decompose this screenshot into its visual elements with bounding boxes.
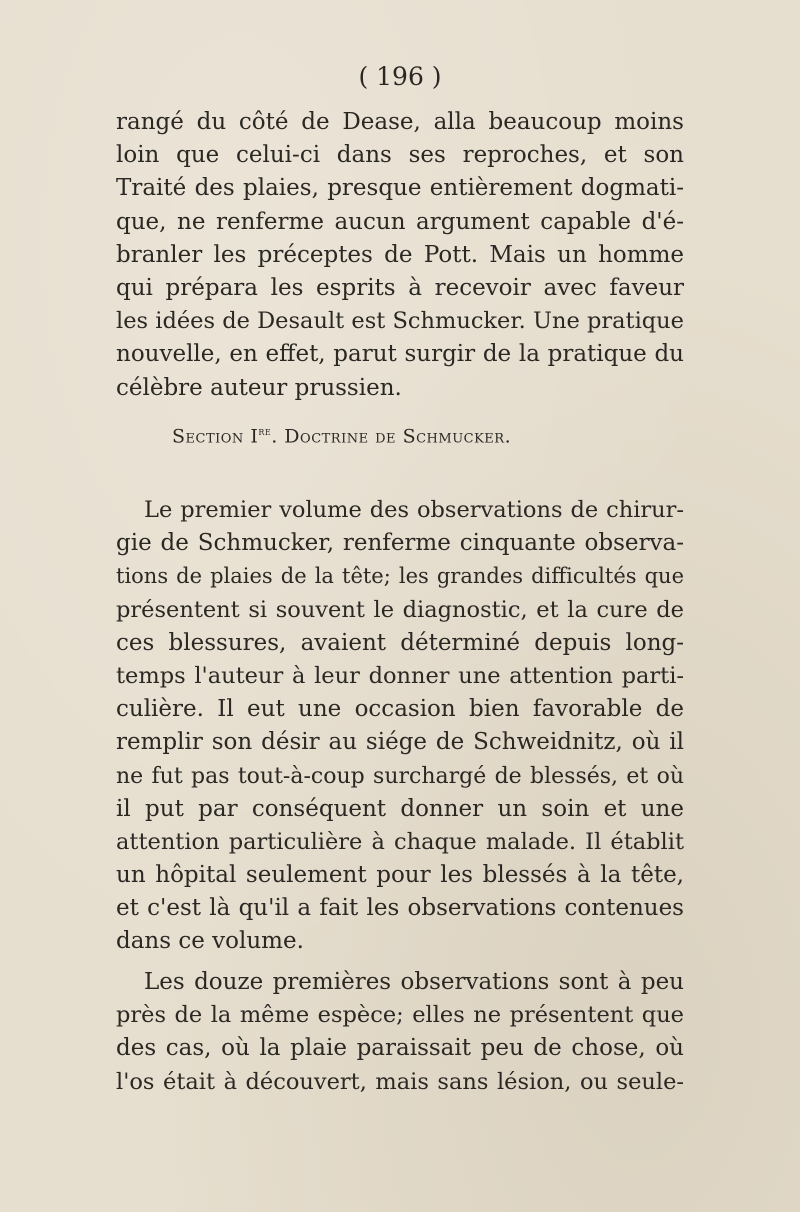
text-line: ces blessures, avaient déterminé depuis long- [116, 629, 684, 656]
text-line: remplir son désir au siége de Schweidnitz, où il [116, 729, 684, 756]
text-line: dans ce volume. [116, 928, 304, 955]
text-line: attention particulière à chaque malade. Il établit [116, 828, 684, 855]
text-line: gie de Schmucker, renferme cinquante observa- [116, 530, 684, 557]
text-line: culière. Il eut une occasion bien favorable de [116, 696, 684, 723]
text-line: l'os était à découvert, mais sans lésion, ou seule- [116, 1068, 684, 1095]
text-line: temps l'auteur à leur donner une attention parti- [116, 662, 684, 689]
text-line: qui prépara les esprits à recevoir avec faveur [116, 274, 684, 301]
text-line: il put par conséquent donner un soin et une [116, 795, 684, 822]
text-line: un hôpital seulement pour les blessés à la tête, [116, 862, 684, 889]
text-line: des cas, où la plaie paraissait peu de chose, où [116, 1035, 684, 1062]
text-line: Le premier volume des observations de chirur- [144, 497, 684, 523]
text-line: Les douze premières observations sont à peu [144, 969, 684, 995]
text-line: loin que celui-ci dans ses reproches, et son [116, 142, 684, 169]
section-ordinal-suffix: re [258, 425, 272, 438]
text-line: ne fut pas tout-à-coup surchargé de blessés, et où [116, 763, 684, 789]
text-line: célèbre auteur prussien. [116, 374, 402, 401]
page-number: ( 196 ) [358, 62, 442, 91]
text-line: et c'est là qu'il a fait les observations contenues [116, 895, 684, 922]
paragraph-first-observations [116, 966, 684, 1099]
text-line: près de la même espèce; elles ne présentent que [116, 1002, 684, 1029]
text-line: tions de plaies de la tête; les grandes difficultés que [116, 564, 684, 589]
paragraph-continued [116, 106, 684, 405]
section-heading [172, 425, 632, 447]
text-line: rangé du côté de Dease, alla beaucoup moins [116, 109, 684, 135]
section-prefix: Section I [172, 425, 259, 448]
paragraph-schmucker-volume [116, 494, 684, 959]
text-line: branler les préceptes de Pott. Mais un homme [116, 241, 684, 268]
text-line: les idées de Desault est Schmucker. Une pratique [116, 308, 684, 335]
text-line: que, ne renferme aucun argument capable d'é- [116, 208, 684, 235]
text-line: Traité des plaies, presque entièrement dogmati- [116, 175, 684, 202]
section-title: . Doctrine de Schmucker. [271, 425, 512, 448]
text-line: présentent si souvent le diagnostic, et la cure de [116, 596, 684, 623]
text-line: nouvelle, en effet, parut surgir de la pratique du [116, 341, 684, 368]
